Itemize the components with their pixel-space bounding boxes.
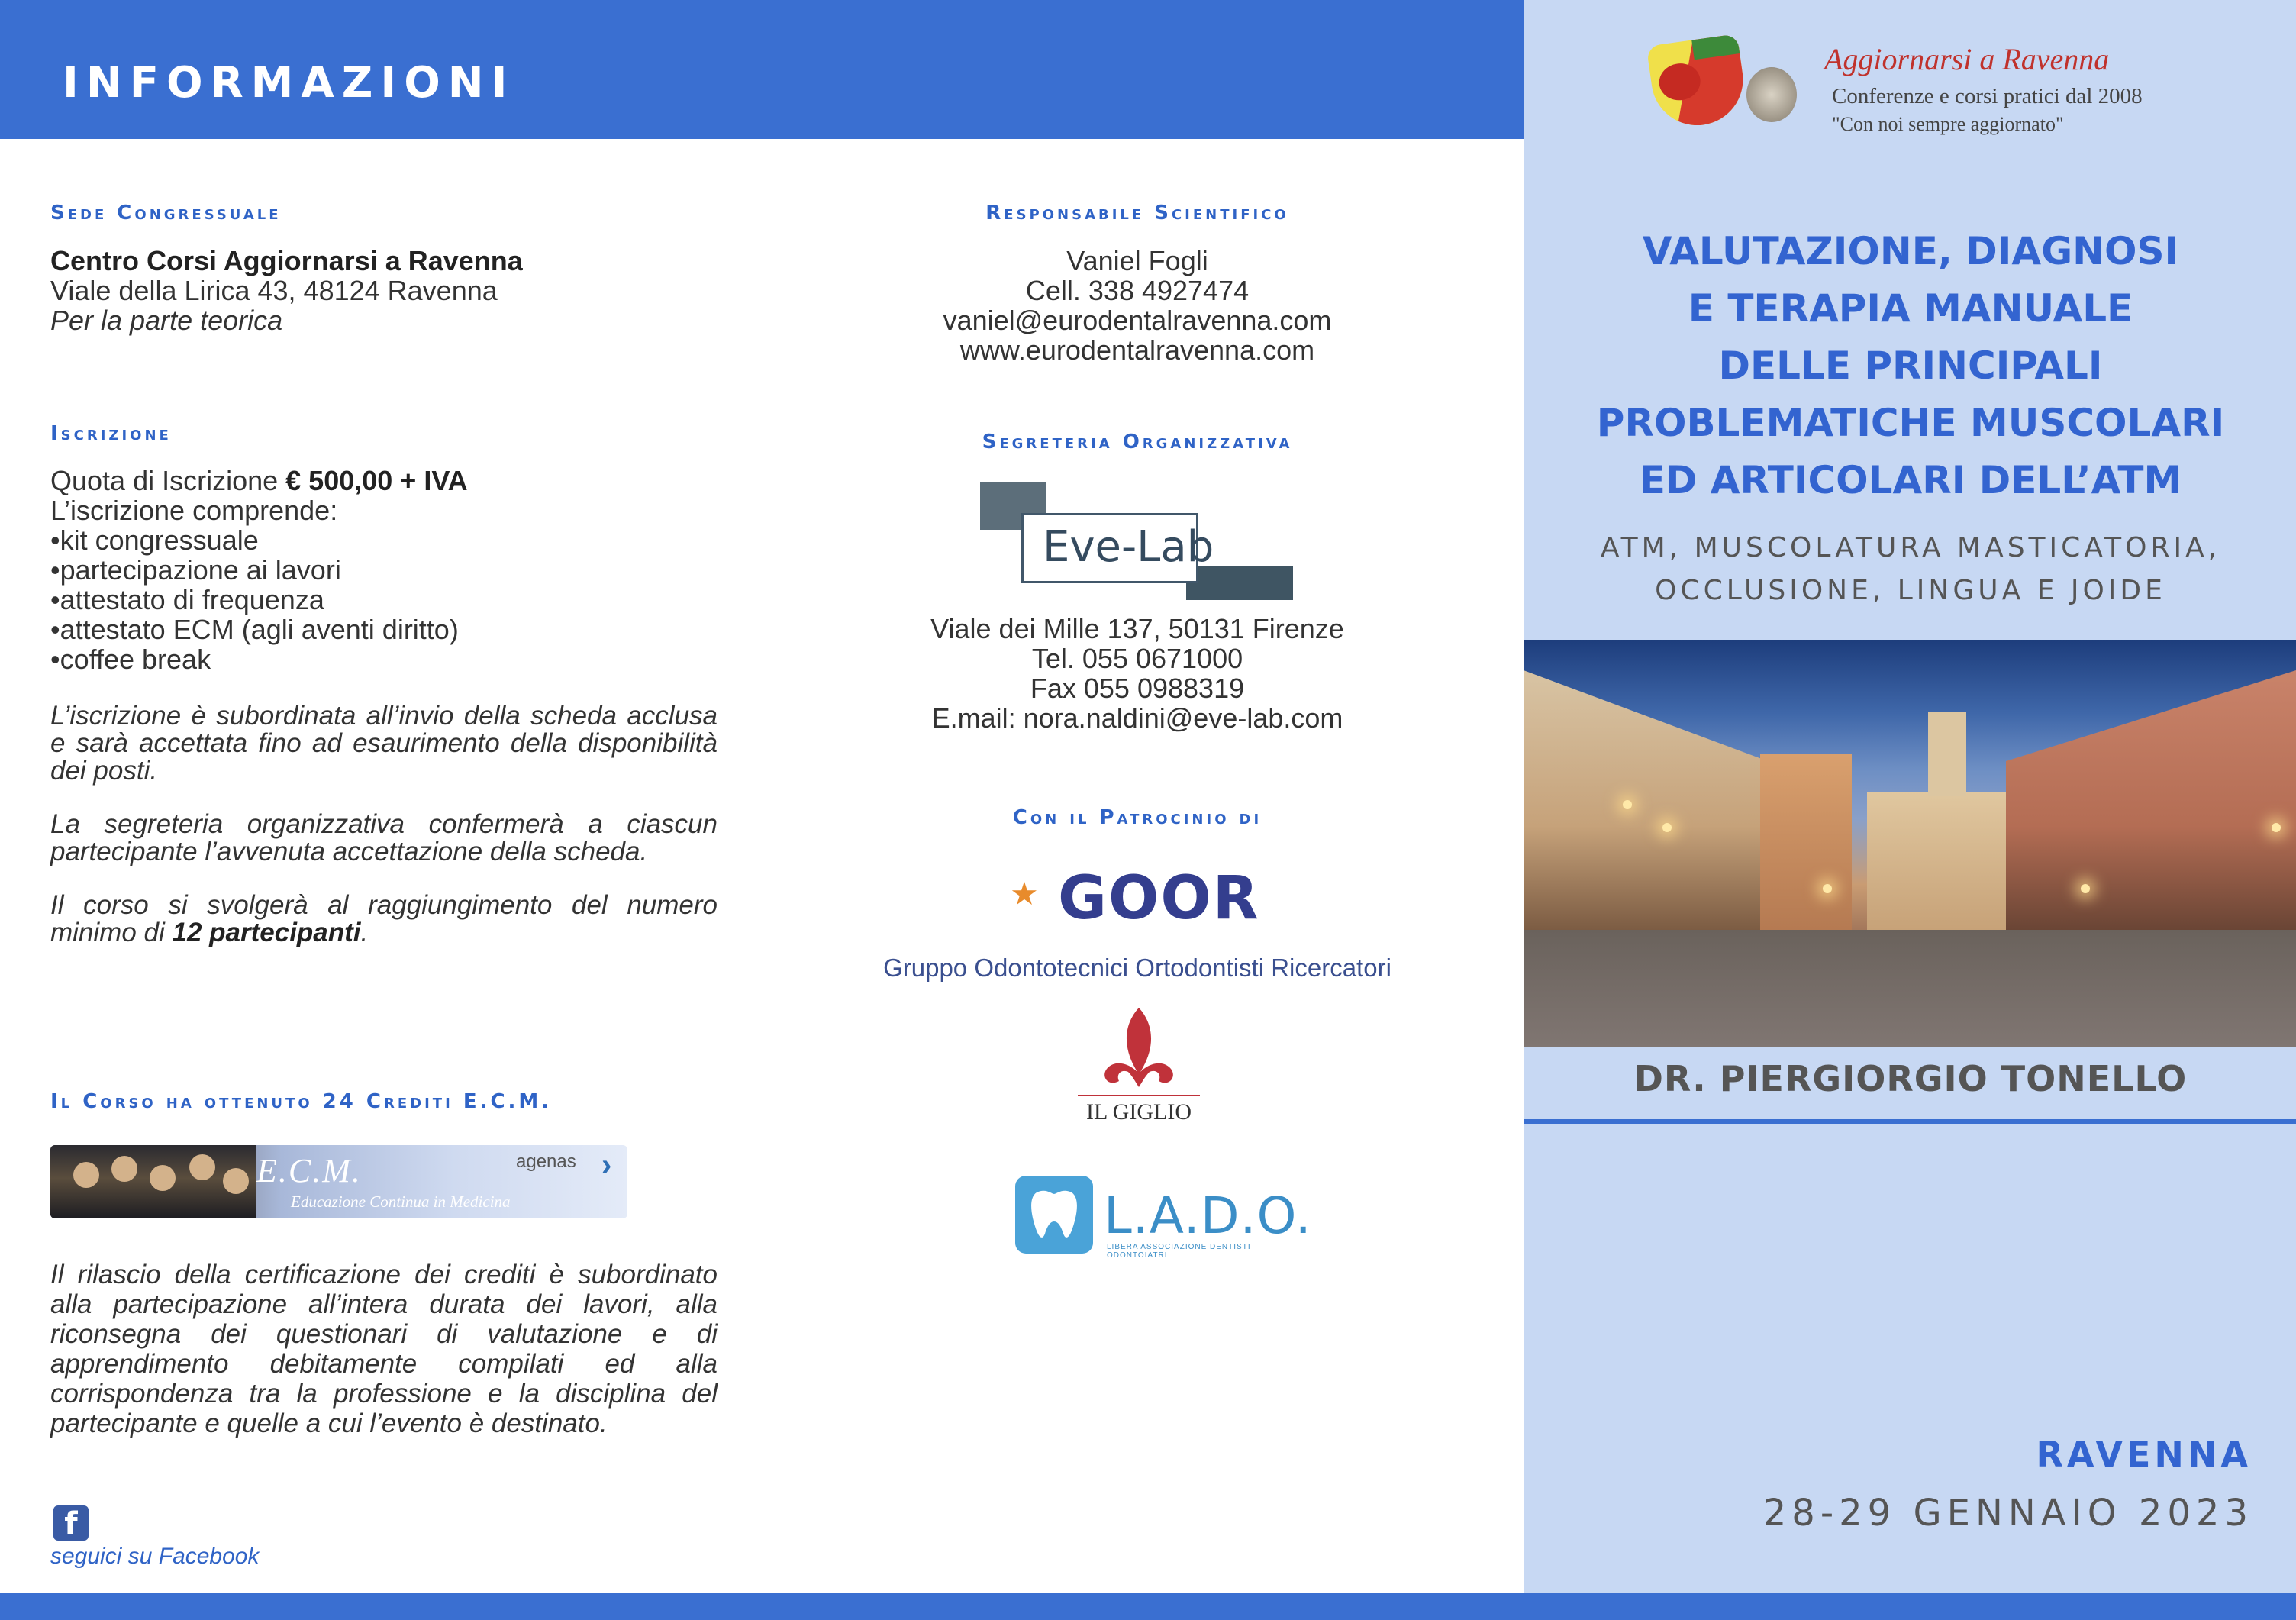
responsabile-phone: Cell. 338 4927474 [1025, 275, 1250, 306]
course-title-line: DELLE PRINCIPALI [1718, 344, 2103, 388]
crest-icon [1649, 37, 1798, 130]
ecm-banner-painting [50, 1145, 256, 1218]
list-item: •attestato di frequenza [50, 584, 324, 615]
goor-logo [1008, 854, 1260, 937]
segreteria-email[interactable]: E.mail: nora.naldini@eve-lab.com [931, 702, 1343, 734]
goor-arrow-icon: ⋆ [1008, 861, 1041, 924]
ravenna-square-photo [1524, 640, 2296, 1047]
lado-logo-subtitle: LIBERA ASSOCIAZIONE DENTISTI ODONTOIATRI [1107, 1243, 1251, 1260]
ecm-banner-title: E.C.M. [256, 1152, 362, 1189]
facebook-icon[interactable]: f [53, 1505, 89, 1541]
segreteria-tel: Tel. 055 0671000 [1031, 643, 1243, 674]
iscrizione-para-3 [50, 892, 718, 947]
iscrizione-heading: Iscrizione [50, 422, 172, 445]
ecm-heading: Il Corso ha ottenuto 24 Crediti E.C.M. [50, 1090, 553, 1113]
course-title-line: VALUTAZIONE, DIAGNOSI [1642, 229, 2179, 273]
sede-note: Per la parte teorica [50, 305, 283, 336]
divider [1524, 1119, 2296, 1124]
quota-line [50, 466, 737, 495]
list-item: •coffee break [50, 644, 211, 675]
facebook-link[interactable]: seguici su Facebook [50, 1544, 260, 1569]
responsabile-web[interactable]: www.eurodentalravenna.com [959, 334, 1315, 366]
tooth-icon [1015, 1176, 1093, 1254]
responsabile-block [832, 246, 1443, 365]
para3-prefix: Il corso si svolgerà al raggiungimento del numero minimo di [50, 890, 718, 947]
brand-subtitle: Conferenze e corsi pratici dal 2008 [1832, 84, 2143, 108]
course-title [1527, 223, 2294, 509]
course-subtitle [1527, 527, 2294, 612]
sede-name: Centro Corsi Aggiornarsi a Ravenna [50, 245, 523, 276]
ecm-banner [50, 1145, 627, 1218]
sede-block [50, 246, 737, 335]
list-item: •partecipazione ai lavori [50, 554, 341, 586]
responsabile-name: Vaniel Fogli [1066, 245, 1208, 276]
segreteria-address: Viale dei Mille 137, 50131 Firenze [930, 613, 1344, 644]
course-title-line: E TERAPIA MANUALE [1688, 286, 2133, 331]
patrocinio-heading: Con il Patrocinio di [1012, 806, 1262, 829]
responsabile-email[interactable]: vaniel@eurodentalravenna.com [943, 305, 1332, 336]
event-city: RAVENNA [2036, 1434, 2252, 1475]
goor-name: Gruppo Odontotecnici Ortodontisti Ricercatori [883, 954, 1391, 982]
agenas-mark-icon: › [601, 1148, 612, 1182]
evelab-logo [980, 482, 1293, 605]
segreteria-block [832, 614, 1443, 733]
iscrizione-block [50, 466, 737, 674]
course-subtitle-line: OCCLUSIONE, LINGUA E JOIDE [1655, 575, 2166, 606]
comprende-label: L’iscrizione comprende: [50, 495, 338, 526]
brand-motto: "Con noi sempre aggiornato" [1832, 113, 2064, 135]
sede-heading: Sede Congressuale [50, 202, 282, 224]
doctor-name: DR. PIERGIORGIO TONELLO [1633, 1058, 2188, 1099]
evelab-logo-text: Eve-Lab [1043, 522, 1214, 572]
ecm-text: Il rilascio della certificazione dei crediti è subordinato alla partecipazione all’intera durata dei lavori, alla riconsegna dei questionari di valutazione e di apprendimento debitamente compilati ed alla corrispondenza tra la professione e la disciplina del partecipante e quelle a cui l’evento è destinato. [50, 1260, 718, 1438]
agenas-logo: agenas [516, 1151, 576, 1172]
segreteria-fax: Fax 055 0988319 [1030, 673, 1245, 704]
iscrizione-para-1: L’iscrizione è subordinata all’invio della scheda acclusa e sarà accettata fino ad esaurimento della disponibilità dei posti. [50, 701, 718, 786]
goor-logo-text: GOOR [1058, 864, 1260, 933]
iscrizione-para-2: La segreteria organizzativa confermerà a ciascun partecipante l’avvenuta accettazione della scheda. [50, 809, 718, 866]
quota-label: Quota di Iscrizione [50, 465, 286, 496]
giglio-logo [1078, 1002, 1200, 1124]
responsabile-heading: Responsabile Scientifico [985, 202, 1289, 224]
ecm-banner-subtitle: Educazione Continua in Medicina [291, 1192, 511, 1211]
event-dates: 28-29 GENNAIO 2023 [1762, 1492, 2253, 1534]
lado-logo-text: L.A.D.O. [1104, 1186, 1312, 1245]
course-subtitle-line: ATM, MUSCOLATURA MASTICATORIA, [1600, 532, 2221, 563]
list-item: •attestato ECM (agli aventi diritto) [50, 614, 459, 645]
page-title: INFORMAZIONI [63, 58, 515, 108]
course-title-line: PROBLEMATICHE MUSCOLARI [1596, 401, 2225, 445]
quota-value: € 500,00 + IVA [285, 465, 468, 496]
footer-band [0, 1593, 2296, 1620]
giglio-logo-text: IL GIGLIO [1078, 1095, 1200, 1125]
sede-address: Viale della Lirica 43, 48124 Ravenna [50, 275, 498, 306]
segreteria-heading: Segreteria Organizzativa [982, 431, 1293, 453]
para3-suffix: . [360, 918, 369, 947]
lado-logo [1015, 1176, 1312, 1260]
list-item: •kit congressuale [50, 524, 259, 556]
para3-bold: 12 partecipanti [172, 918, 361, 947]
brand-title: Aggiornarsi a Ravenna [1824, 42, 2110, 76]
giglio-lily-icon [1078, 1002, 1200, 1093]
course-title-line: ED ARTICOLARI DELL’ATM [1639, 458, 2182, 502]
